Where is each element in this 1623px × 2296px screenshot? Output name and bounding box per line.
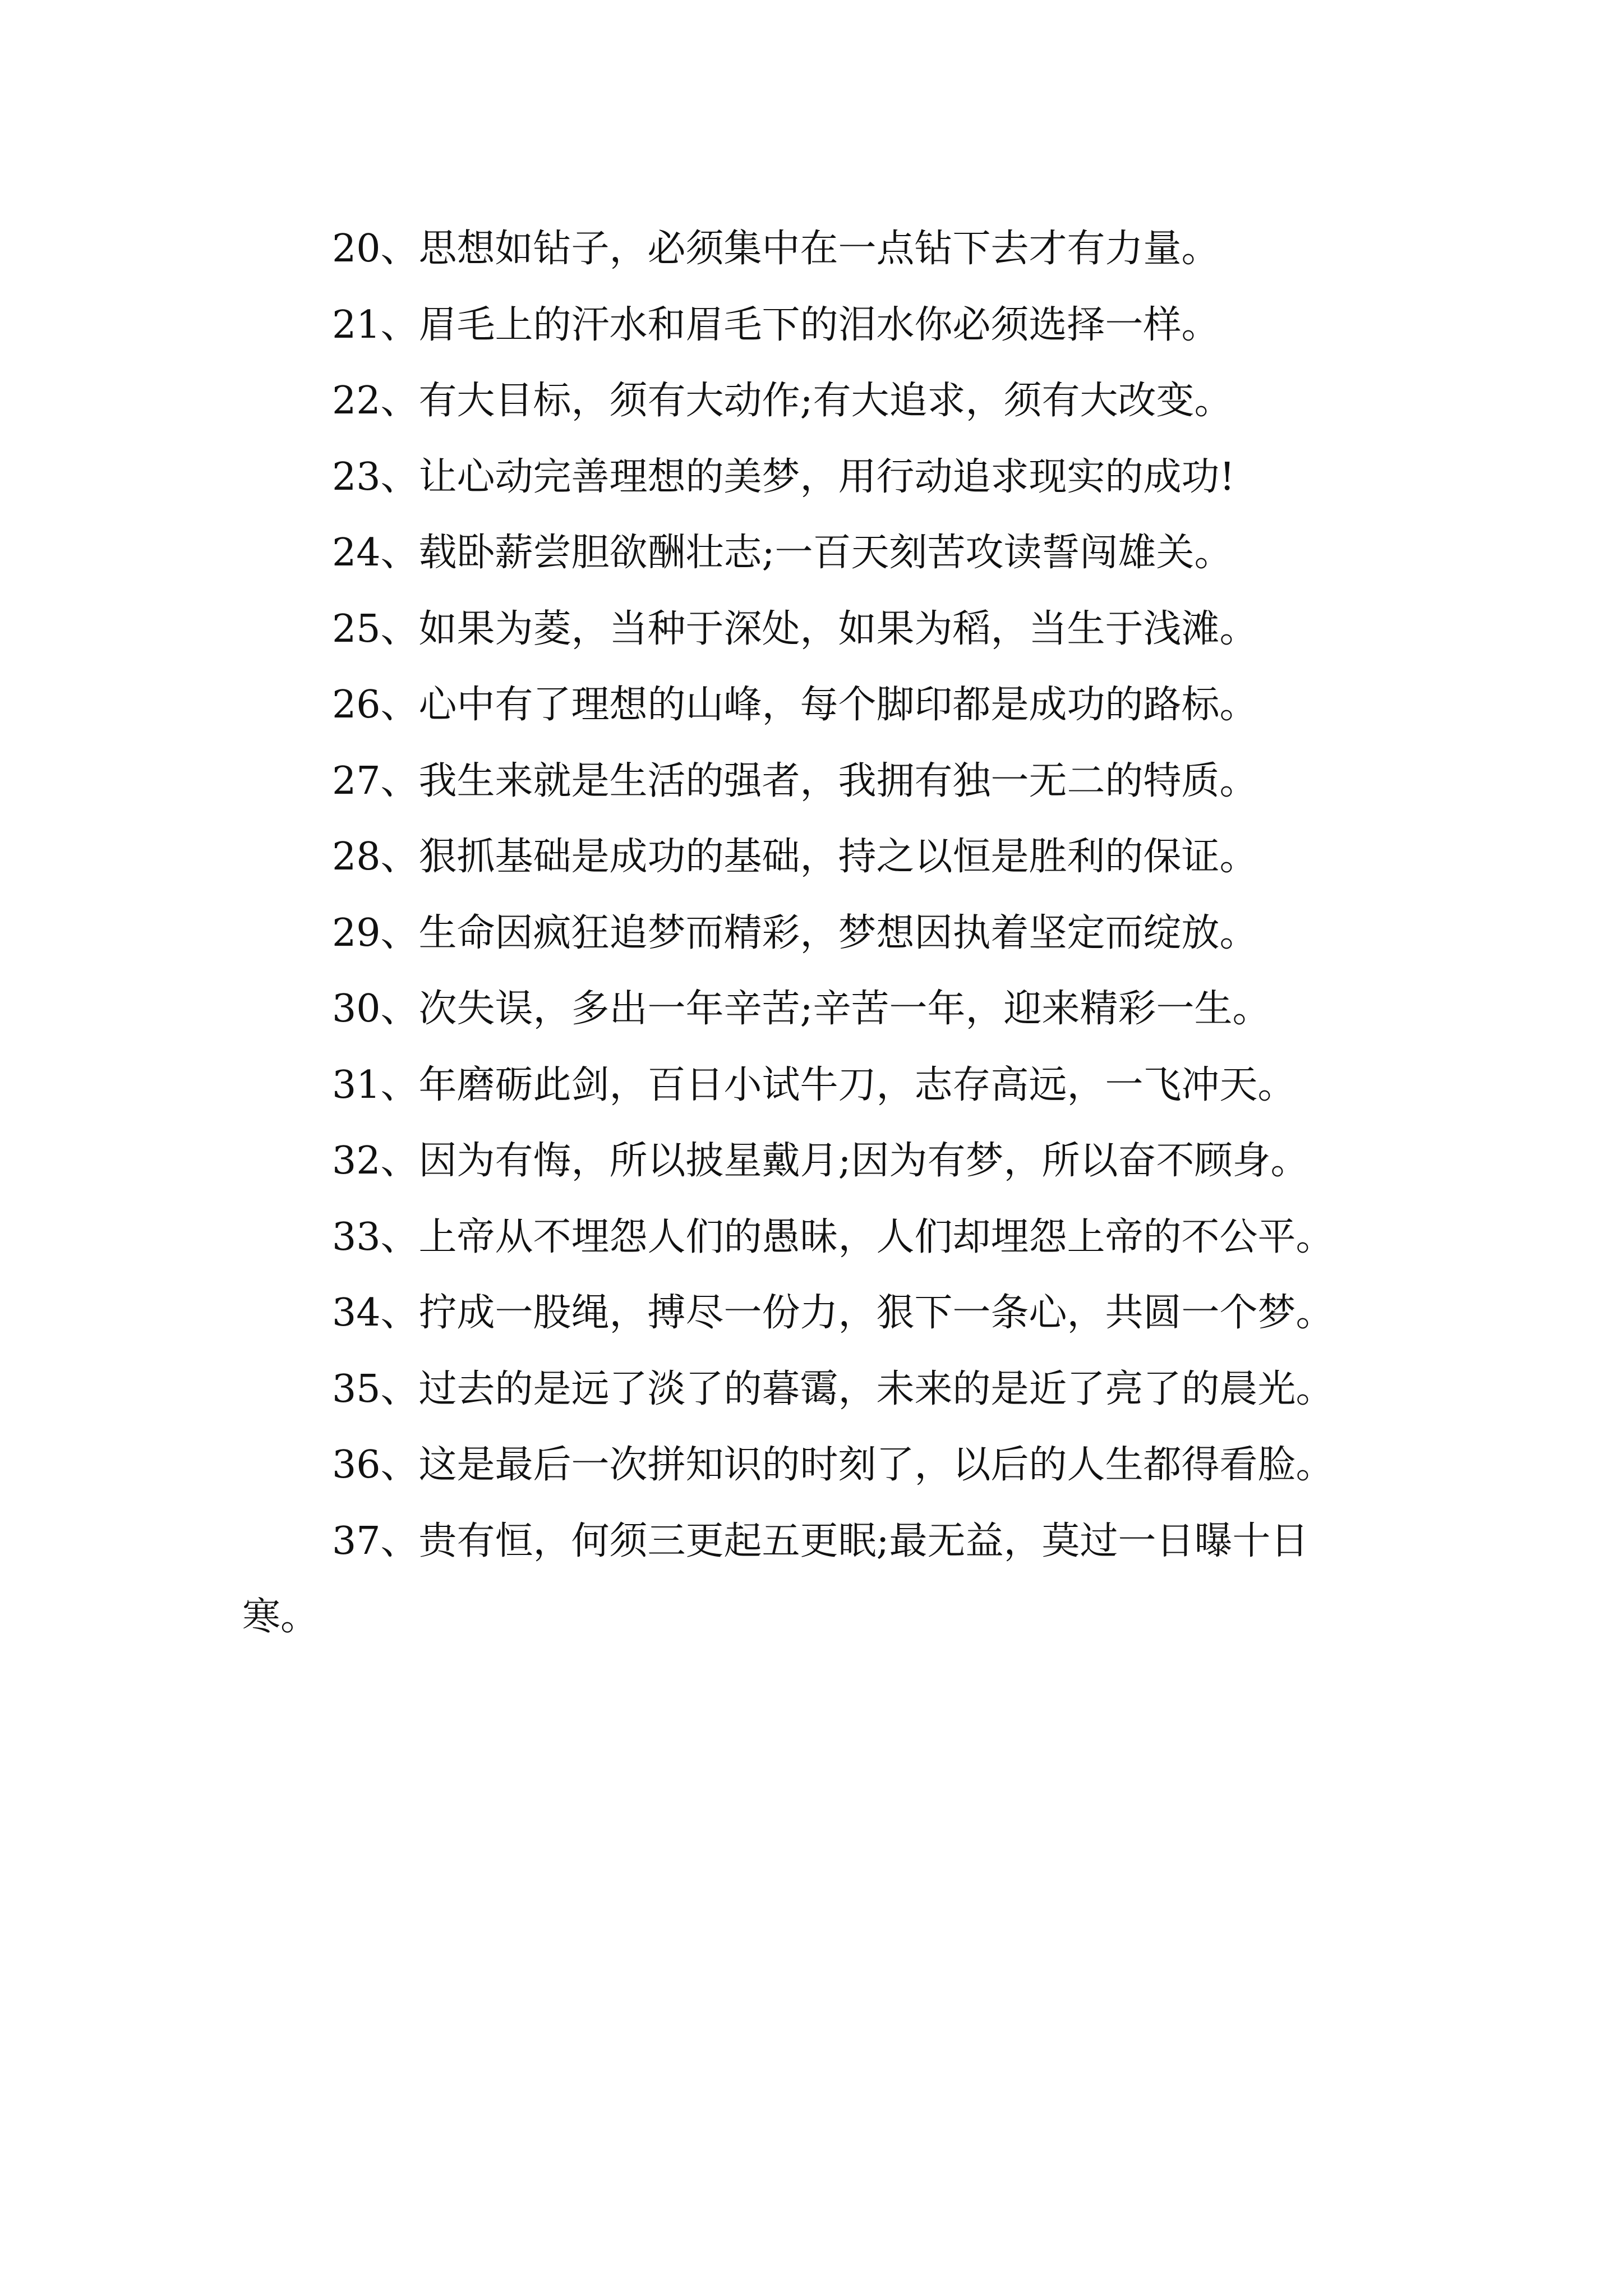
paragraph-34: 34、拧成一股绳，搏尽一份力，狠下一条心，共圆一个梦。: [332, 1291, 1334, 1335]
paragraph-30: 30、次失误，多出一年辛苦;辛苦一年，迎来精彩一生。: [332, 987, 1271, 1031]
paragraph-20: 20、思想如钻子，必须集中在一点钻下去才有力量。: [332, 227, 1220, 271]
paragraph-31: 31、年磨砺此剑，百日小试牛刀，志存高远，一飞冲天。: [332, 1062, 1296, 1107]
paragraph-32: 32、因为有悔，所以披星戴月;因为有梦，所以奋不顾身。: [332, 1139, 1309, 1183]
paragraph-21: 21、眉毛上的汗水和眉毛下的泪水你必须选择一样。: [332, 302, 1220, 347]
paragraph-36: 36、这是最后一次拼知识的时刻了，以后的人生都得看脸。: [332, 1443, 1334, 1487]
paragraph-24: 24、载卧薪尝胆欲酬壮志;一百天刻苦攻读誓闯雄关。: [332, 531, 1233, 575]
paragraph-29: 29、生命因疯狂追梦而精彩，梦想因执着坚定而绽放。: [332, 910, 1258, 955]
paragraph-35: 35、过去的是远了淡了的暮霭，未来的是近了亮了的晨光。: [332, 1366, 1334, 1411]
paragraph-33: 33、上帝从不埋怨人们的愚昧，人们却埋怨上帝的不公平。: [332, 1214, 1334, 1259]
paragraph-26: 26、心中有了理想的山峰，每个脚印都是成功的路标。: [332, 683, 1258, 727]
document-body: [242, 211, 1384, 1655]
paragraph-37: 37、贵有恒，何须三更起五更眠;最无益，莫过一日曝十日寒。: [242, 1519, 1309, 1639]
paragraph-28: 28、狠抓基础是成功的基础，持之以恒是胜利的保证。: [332, 835, 1258, 879]
paragraph-23: 23、让心动完善理想的美梦，用行动追求现实的成功!: [332, 454, 1235, 499]
paragraph-22: 22、有大目标，须有大动作;有大追求，须有大改变。: [332, 379, 1233, 423]
paragraph-27: 27、我生来就是生活的强者，我拥有独一无二的特质。: [332, 758, 1258, 803]
paragraph-25: 25、如果为菱，当种于深处，如果为稻，当生于浅滩。: [332, 606, 1258, 651]
